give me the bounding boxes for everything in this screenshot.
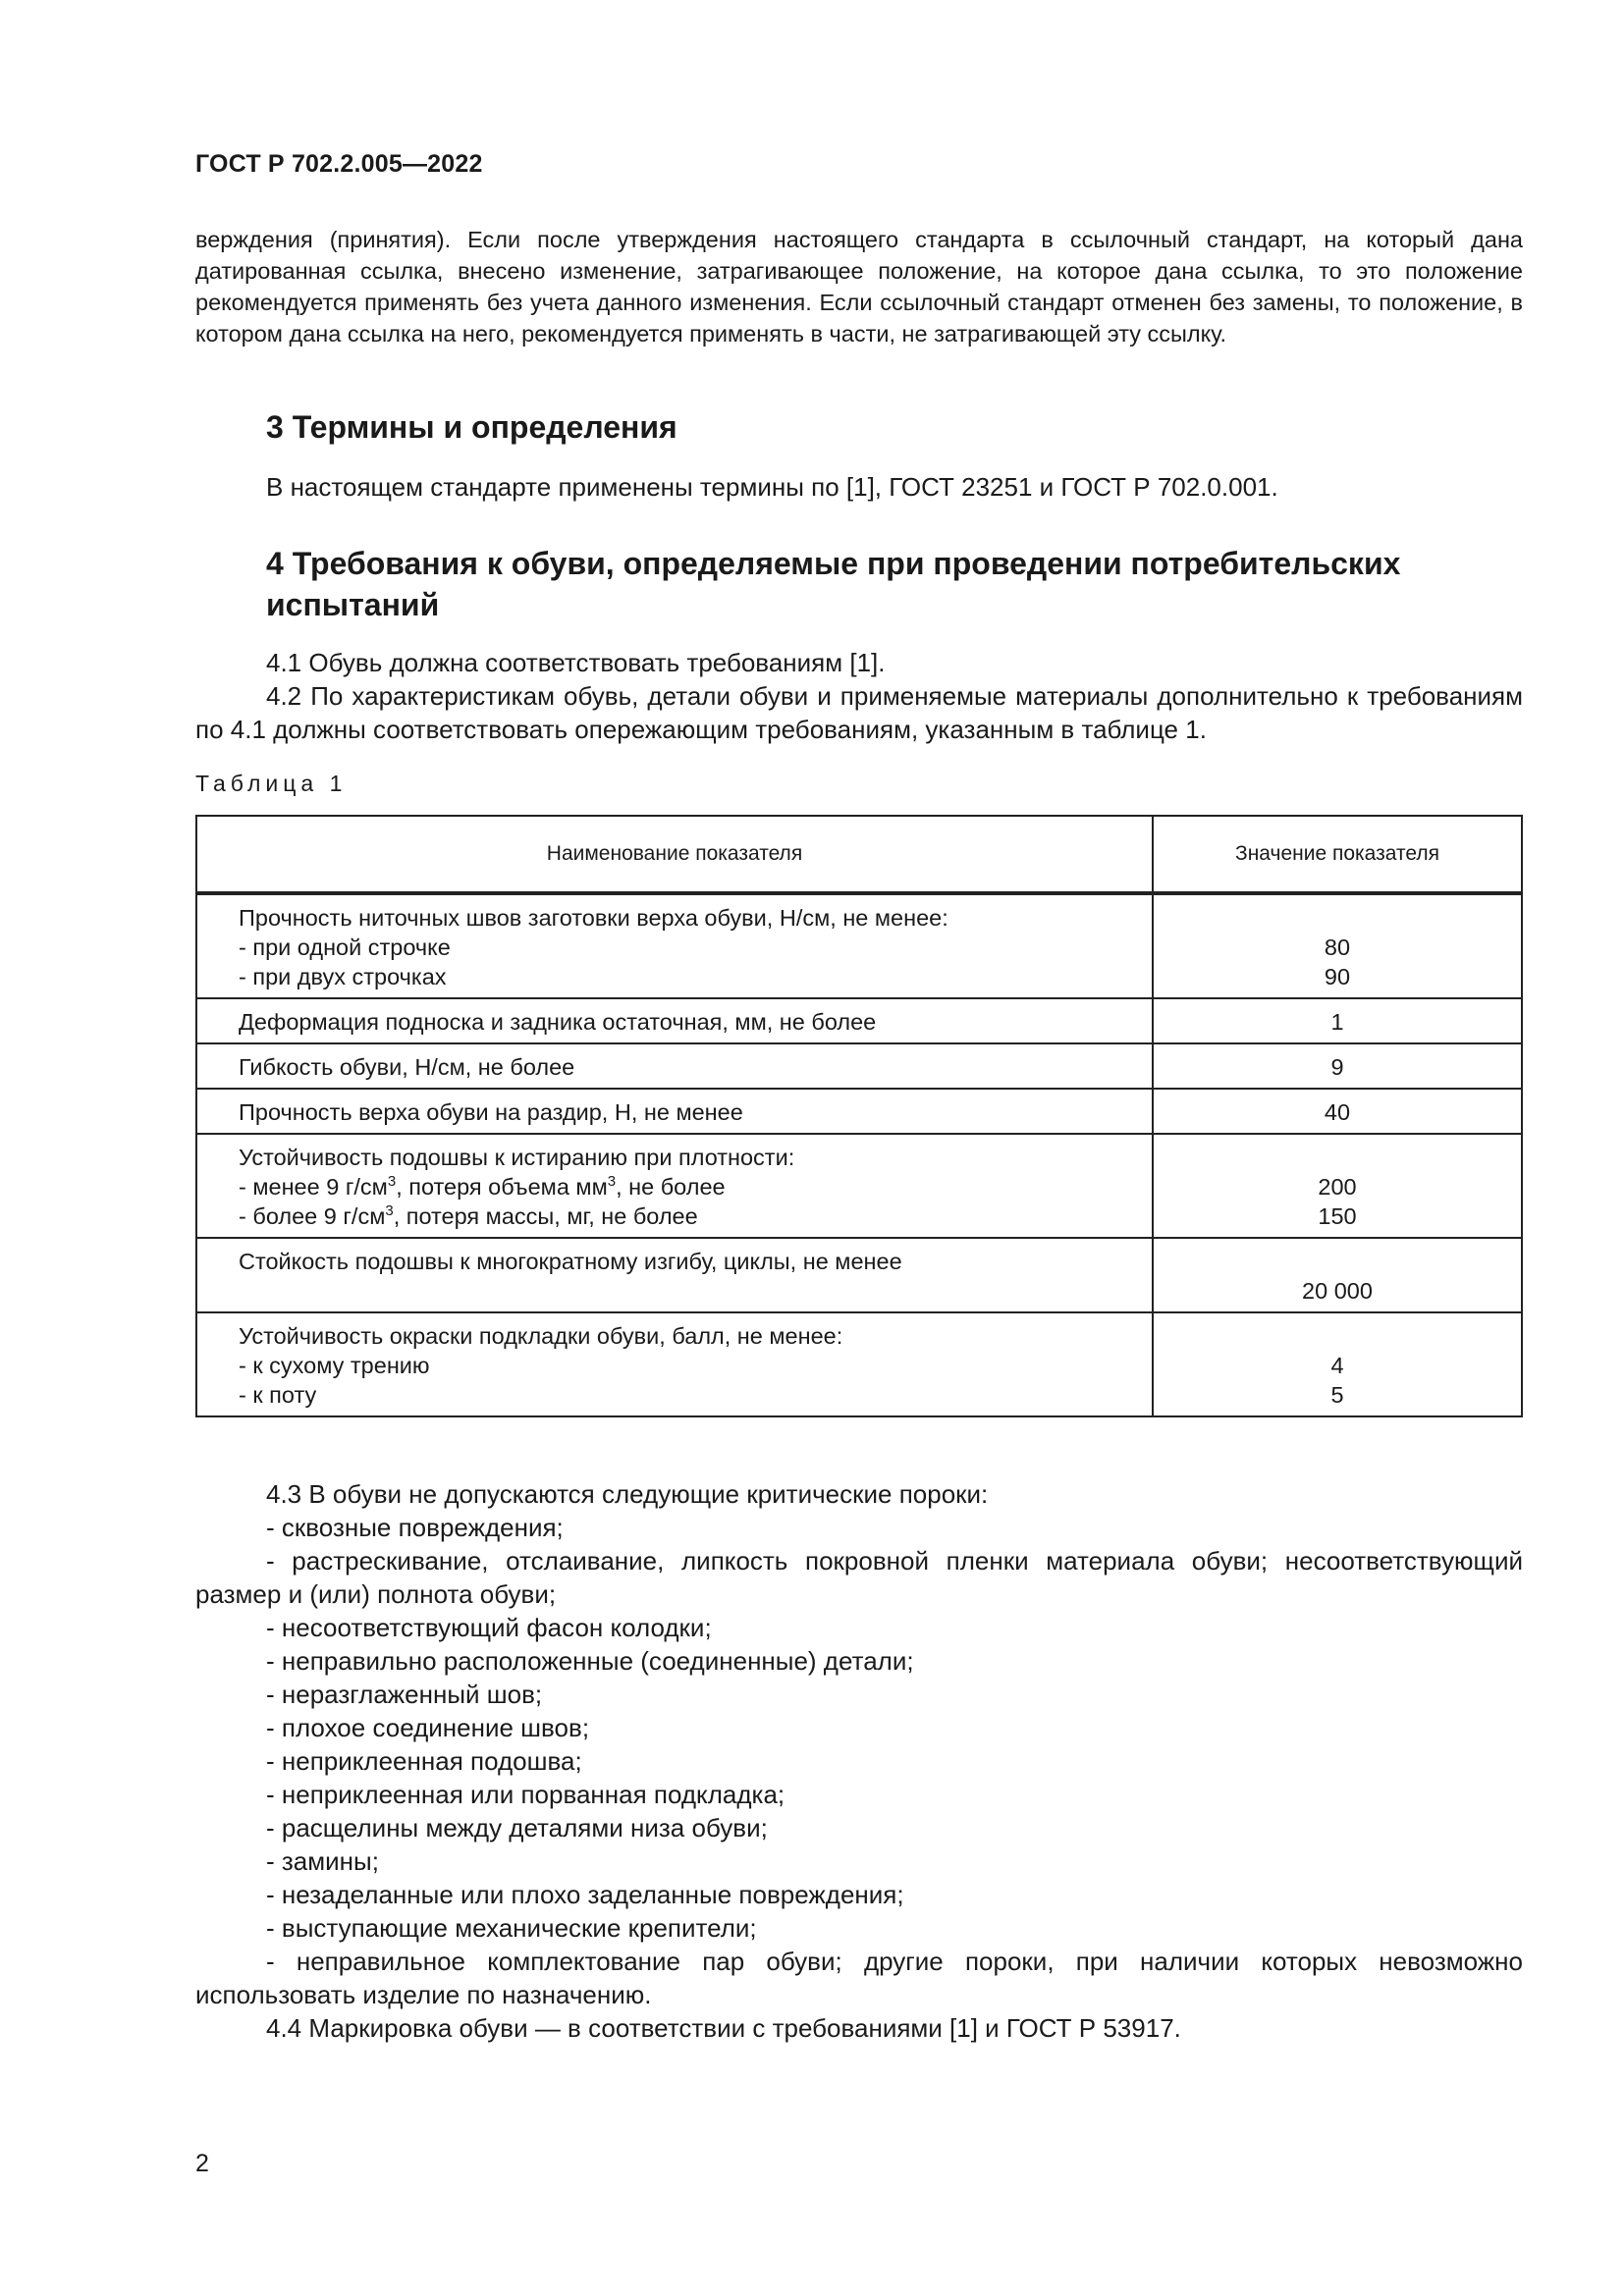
row-name-cell [196,1134,1153,1238]
document-id: ГОСТ Р 702.2.005—2022 [195,150,483,178]
list-item: - сквозные повреждения; [266,1513,564,1542]
table-row [196,1089,1522,1134]
table-row [196,1043,1522,1089]
clause-4-1 [195,646,1523,679]
list-item: - расщелины между деталями низа обуви; [266,1813,768,1842]
section-3-text: В настоящем стандарте применены термины по [1], ГОСТ 23251 и ГОСТ Р 702.0.001. [266,472,1278,502]
clause-4-2-text: 4.2 По характеристикам обувь, детали обуви и применяемые материалы дополнительно к требованиям по 4.1 должны соответствовать опережающим требованиям, указанным в таблице 1. [195,681,1523,744]
row-value: 9 [1330,1054,1344,1080]
clause-4-3 [195,1477,1523,2045]
list-item: - незаделанные или плохо заделанные повреждения; [266,1880,904,1909]
row-name-line: - при двух строчках [239,964,447,989]
row-name-line: - к сухому трению [239,1353,430,1378]
row-name-cell [196,893,1153,998]
column-header-value: Значение показателя [1153,816,1522,893]
table-header-row [196,816,1522,893]
document-page [195,0,1523,2296]
row-value-cell [1153,1043,1522,1089]
list-item: - неприклеенная подошва; [266,1746,582,1776]
row-name-line: Деформация подноска и задника остаточная, мм, не более [239,1009,877,1035]
row-name-line: - более 9 $г/см^3$, потеря массы, мг, не более [239,1202,698,1229]
row-value: 4 [1330,1353,1344,1378]
row-name-cell [196,1089,1153,1134]
row-value-cell [1153,1134,1522,1238]
page-number: 2 [195,2150,209,2177]
clause-4-3-intro: 4.3 В обуви не допускаются следующие критические пороки: [266,1479,989,1509]
row-name-line: Устойчивость окраски подкладки обуви, балл, не менее: [239,1323,843,1349]
row-name-line: Прочность ниточных швов заготовки верха обуви, Н/см, не менее: [239,905,948,931]
list-item: - неразглаженный шов; [266,1680,543,1709]
row-name-line: Гибкость обуви, Н/см, не более [239,1054,575,1080]
list-item: - неприклеенная или порванная подкладка; [266,1780,785,1809]
row-value-cell [1153,1238,1522,1312]
row-value-cell [1153,1312,1522,1416]
table-row [196,1312,1522,1416]
row-name-line: - к поту [239,1382,317,1408]
intro-text: верждения (принятия). Если после утверждения настоящего стандарта в ссылочный стандарт, на который дана датированная ссылка, внесено изменение, затрагивающее положение, на которое дана ссылка, то это положение рекомендуется применять без учета данного изменения. Если ссылочный стандарт отменен без замены, то положение, в котором дана ссылка на него, рекомендуется применять в части, не затрагивающей эту ссылку. [195,227,1523,347]
row-name-line: - при одной строчке [239,934,451,960]
clause-4-4-text: 4.4 Маркировка обуви — в соответствии с требованиями [1] и ГОСТ Р 53917. [266,2013,1181,2043]
table-row [196,1134,1522,1238]
row-name-cell [196,1043,1153,1089]
row-value: 200 [1318,1174,1357,1200]
row-name-line: Стойкость подошвы к многократному изгибу, циклы, не менее [239,1249,902,1274]
list-item: - неправильное комплектование пар обуви; другие пороки, при наличии которых невозможно использовать изделие по назначению. [195,1947,1523,2009]
row-name-cell [196,1312,1153,1416]
list-item: - выступающие механические крепители; [266,1913,757,1943]
row-name-line: - менее 9 $г/см^3$, потеря объема $мм^3$, не более [239,1173,726,1200]
list-item: - неправильно расположенные (соединенные) детали; [266,1646,914,1676]
clause-4-1-text: 4.1 Обувь должна соответствовать требованиям [1]. [266,648,886,677]
requirements-table [195,815,1523,1417]
table-row [196,1238,1522,1312]
row-value: 40 [1324,1099,1351,1125]
row-name-line: Прочность верха обуви на раздир, Н, не менее [239,1099,743,1125]
column-header-name: Наименование показателя [196,816,1153,893]
row-value-cell [1153,893,1522,998]
table-caption: Таблица 1 [195,771,348,796]
row-name-cell [196,1238,1153,1312]
row-value-cell [1153,1089,1522,1134]
row-value: 90 [1324,964,1351,989]
row-value: 20 000 [1302,1278,1373,1304]
row-value: 150 [1318,1203,1357,1229]
row-value: 1 [1330,1009,1344,1035]
table-row [196,893,1522,998]
table-row [196,998,1522,1043]
clause-4-2 [195,679,1523,746]
section-3-title: 3 Термины и определения [266,409,677,445]
list-item: - несоответствующий фасон колодки; [266,1613,712,1642]
row-value-cell [1153,998,1522,1043]
row-value: 5 [1330,1382,1344,1408]
intro-paragraph [195,224,1523,349]
row-name-line: Устойчивость подошвы к истиранию при плотности: [239,1145,795,1170]
list-item: - плохое соединение швов; [266,1713,590,1742]
list-item: - растрескивание, отслаивание, липкость покровной пленки материала обуви; несоответствующий размер и (или) полнота обуви; [195,1546,1523,1609]
section-4-title: 4 Требования к обуви, определяемые при проведении потребительских испытаний [266,546,1401,622]
row-name-cell [196,998,1153,1043]
list-item: - замины; [266,1846,379,1876]
row-value: 80 [1324,934,1351,960]
